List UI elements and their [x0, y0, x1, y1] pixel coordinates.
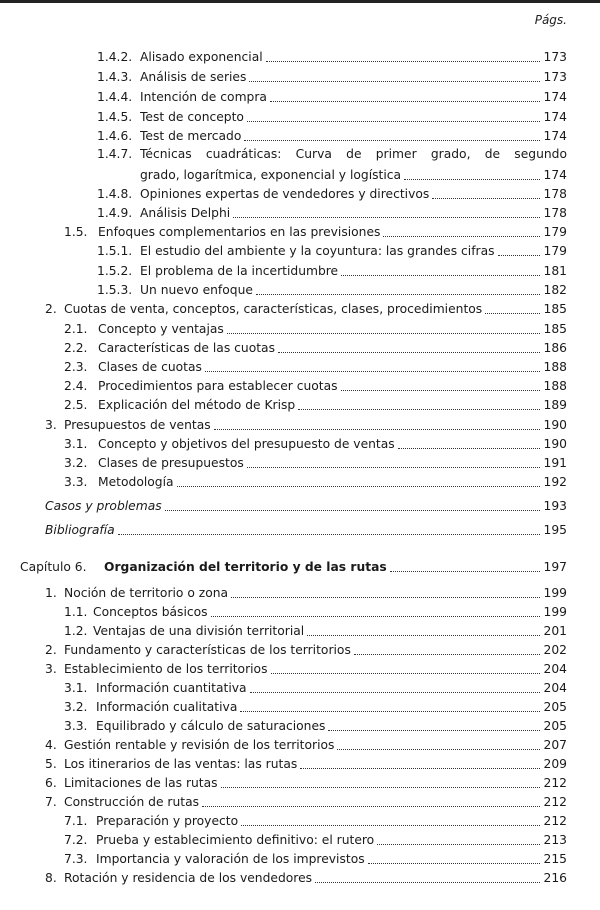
entry-number: 2.1.: [64, 322, 88, 336]
toc-entry-casos: [45, 497, 567, 514]
toc-entry-1-4-7: [97, 146, 567, 163]
entry-title: Casos y problemas: [45, 499, 162, 513]
entry-title: Intención de compra: [140, 90, 267, 104]
dot-leader: [214, 429, 540, 430]
dot-leader: [240, 711, 539, 712]
toc-entry-2-2: [64, 339, 567, 356]
entry-page: 174: [543, 110, 567, 124]
dot-leader: [221, 787, 540, 788]
entry-title: Test de mercado: [140, 129, 242, 143]
toc-entry-3: [45, 416, 567, 433]
entry-page: 178: [543, 187, 567, 201]
entry-number: 2.2.: [64, 341, 88, 355]
toc-entry-1-4-4: [97, 88, 567, 105]
dot-leader: [266, 61, 540, 62]
entry-title: Los itinerarios de las ventas: las rutas: [64, 757, 298, 771]
entry-number: 1.4.7.: [97, 147, 133, 161]
entry-page: 174: [543, 90, 567, 104]
entry-number: 7.1.: [64, 814, 88, 828]
entry-page: 216: [543, 871, 567, 885]
toc-entry-2-5: [64, 396, 567, 413]
entry-title: Gestión rentable y revisión de los territorios: [64, 738, 335, 752]
entry-page: 199: [543, 586, 567, 600]
entry-page: 204: [543, 681, 567, 695]
toc-entry-2-4: [64, 377, 567, 394]
entry-number: 1.1.: [64, 605, 88, 619]
entry-title: Preparación y proyecto: [96, 814, 239, 828]
entry-page: 192: [543, 475, 567, 489]
entry-number: 3.3.: [64, 475, 88, 489]
entry-title: Noción de territorio o zona: [64, 586, 229, 600]
entry-page: 178: [543, 206, 567, 220]
entry-number: 1.5.3.: [97, 283, 133, 297]
entry-number: 1.5.2.: [97, 264, 133, 278]
entry-number: 8.: [45, 871, 57, 885]
dot-leader: [244, 140, 539, 141]
entry-title: Test de concepto: [140, 110, 244, 124]
entry-page: 213: [543, 833, 567, 847]
toc-entry-2-3: [64, 358, 567, 375]
entry-title: Rotación y residencia de los vendedores: [64, 871, 313, 885]
dot-leader: [256, 294, 540, 295]
dot-leader: [233, 217, 539, 218]
entry-title: Cuotas de venta, conceptos, características, clases, procedimientos: [64, 302, 483, 316]
toc-entry-1-5-2: [97, 262, 567, 279]
dot-leader: [341, 275, 539, 276]
entry-page: 199: [543, 605, 567, 619]
entry-page: 190: [543, 437, 567, 451]
entry-page: 173: [543, 50, 567, 64]
entry-number: 6.: [45, 776, 57, 790]
entry-title: Equilibrado y cálculo de saturaciones: [96, 719, 326, 733]
entry-page: 212: [543, 814, 567, 828]
toc-entry-c6-8: [45, 869, 567, 886]
toc-entry-3-3: [64, 473, 567, 490]
toc-entry-1-4-2: [97, 48, 567, 65]
dot-leader: [498, 255, 540, 256]
dot-leader: [270, 101, 540, 102]
dot-leader: [165, 510, 540, 511]
entry-number: 2.5.: [64, 398, 88, 412]
toc-entry-c6-1: [45, 584, 567, 601]
entry-number: 3.1.: [64, 437, 88, 451]
entry-title: Explicación del método de Krisp: [98, 398, 296, 412]
toc-entry-2-1: [64, 320, 567, 337]
dot-leader: [278, 352, 540, 353]
entry-number: 2.3.: [64, 360, 88, 374]
dot-leader: [247, 467, 540, 468]
entry-number: 3.: [45, 662, 57, 676]
entry-page: 181: [543, 264, 567, 278]
toc-entry-c6-1-1: [64, 603, 567, 620]
chapter-number: Capítulo 6.: [20, 560, 87, 574]
toc-entry-1-5-3: [97, 281, 567, 298]
entry-page: 195: [543, 523, 567, 537]
entry-title: Construcción de rutas: [64, 795, 200, 809]
entry-title: Técnicas cuadráticas: Curva de primer grado, de segundo: [140, 147, 567, 161]
toc-entry-c6-3: [45, 660, 567, 677]
entry-page: 174: [543, 168, 567, 182]
entry-number: 3.: [45, 418, 57, 432]
entry-page: 205: [543, 700, 567, 714]
entry-title: Limitaciones de las rutas: [64, 776, 218, 790]
entry-title: Metodología: [98, 475, 174, 489]
entry-page: 185: [543, 302, 567, 316]
toc-entry-3-2: [64, 454, 567, 471]
dot-leader: [271, 673, 540, 674]
dot-leader: [315, 882, 539, 883]
toc-entry-1-4-3: [97, 68, 567, 85]
entry-number: 1.4.6.: [97, 129, 133, 143]
entry-page: 204: [543, 662, 567, 676]
dot-leader: [177, 486, 540, 487]
entry-title: Presupuestos de ventas: [64, 418, 211, 432]
dot-leader: [307, 635, 539, 636]
toc-entry-c6-5: [45, 755, 567, 772]
toc-entry-c6-7-3: [64, 850, 567, 867]
entry-title: El problema de la incertidumbre: [140, 264, 339, 278]
entry-title: Concepto y ventajas: [98, 322, 224, 336]
dot-leader: [298, 409, 539, 410]
entry-number: 1.4.4.: [97, 90, 133, 104]
entry-number: 1.4.9.: [97, 206, 133, 220]
entry-page: 182: [543, 283, 567, 297]
entry-page: 201: [543, 624, 567, 638]
dot-leader: [241, 825, 539, 826]
entry-title: Un nuevo enfoque: [140, 283, 253, 297]
entry-title: Opiniones expertas de vendedores y directivos: [140, 187, 430, 201]
dot-leader: [205, 371, 540, 372]
entry-number: 7.2.: [64, 833, 88, 847]
dot-leader: [202, 806, 539, 807]
entry-title: Análisis Delphi: [140, 206, 231, 220]
entry-title: Análisis de series: [140, 70, 247, 84]
toc-entry-c6-4: [45, 736, 567, 753]
entry-title: Prueba y establecimiento definitivo: el rutero: [96, 833, 375, 847]
entry-page: 189: [543, 398, 567, 412]
dot-leader: [341, 390, 540, 391]
entry-page: 202: [543, 643, 567, 657]
entry-title: Concepto y objetivos del presupuesto de ventas: [98, 437, 395, 451]
toc-entry-1-5-1: [97, 242, 567, 259]
dot-leader: [328, 730, 539, 731]
entry-number: 2.: [45, 643, 57, 657]
entry-title: Procedimientos para establecer cuotas: [98, 379, 338, 393]
entry-page: 188: [543, 379, 567, 393]
toc-entry-1-4-9: [97, 204, 567, 221]
chapter-title: Organización del territorio y de las rutas: [104, 560, 387, 574]
toc-entry-1-4-8: [97, 185, 567, 202]
dot-leader: [354, 654, 540, 655]
toc-entry-c6-6: [45, 774, 567, 791]
dot-leader: [485, 313, 539, 314]
entry-page: 212: [543, 776, 567, 790]
entry-page: 191: [543, 456, 567, 470]
toc-entry-1-4-6: [97, 127, 567, 144]
toc-entry-bibliografia: [45, 521, 567, 538]
entry-page: 188: [543, 360, 567, 374]
entry-page: 193: [543, 499, 567, 513]
dot-leader: [250, 692, 540, 693]
entry-number: 4.: [45, 738, 57, 752]
toc-entry-c6-3-1: [64, 679, 567, 696]
entry-number: 1.5.1.: [97, 244, 133, 258]
dot-leader: [247, 121, 540, 122]
entry-title: Características de las cuotas: [98, 341, 275, 355]
entry-number: 1.4.2.: [97, 50, 133, 64]
entry-page: 212: [543, 795, 567, 809]
entry-page: 205: [543, 719, 567, 733]
pags-header: Págs.: [534, 13, 567, 27]
entry-title-continued: grado, logarítmica, exponencial y logística: [140, 168, 402, 182]
dot-leader: [404, 179, 539, 180]
entry-number: 2.: [45, 302, 57, 316]
dot-leader: [118, 534, 540, 535]
dot-leader: [231, 597, 539, 598]
entry-number: 1.4.3.: [97, 70, 133, 84]
entry-title: Conceptos básicos: [93, 605, 208, 619]
dot-leader: [300, 768, 539, 769]
dot-leader: [398, 448, 540, 449]
entry-title: Información cuantitativa: [96, 681, 247, 695]
entry-title: Fundamento y características de los territorios: [64, 643, 351, 657]
dot-leader: [432, 198, 539, 199]
entry-page: 190: [543, 418, 567, 432]
entry-number: 3.1.: [64, 681, 88, 695]
entry-number: 3.3.: [64, 719, 88, 733]
entry-title: Bibliografía: [45, 523, 115, 537]
toc-entry-1-4-5: [97, 108, 567, 125]
entry-page: 207: [543, 738, 567, 752]
entry-title: Enfoques complementarios en las previsiones: [98, 225, 381, 239]
toc-entry-c6-7-2: [64, 831, 567, 848]
dot-leader: [249, 81, 539, 82]
toc-entry-c6-2: [45, 641, 567, 658]
toc-entry-c6-7: [45, 793, 567, 810]
entry-number: 3.2.: [64, 700, 88, 714]
entry-page: 174: [543, 129, 567, 143]
entry-title: Alisado exponencial: [140, 50, 263, 64]
dot-leader: [211, 616, 540, 617]
dot-leader: [368, 863, 540, 864]
entry-page: 197: [543, 560, 567, 574]
entry-title: Establecimiento de los territorios: [64, 662, 268, 676]
dot-leader: [337, 749, 539, 750]
entry-page: 179: [543, 244, 567, 258]
entry-number: 3.2.: [64, 456, 88, 470]
entry-number: 1.: [45, 586, 57, 600]
entry-page: 209: [543, 757, 567, 771]
entry-page: 215: [543, 852, 567, 866]
dot-leader: [383, 236, 539, 237]
entry-title: Clases de cuotas: [98, 360, 202, 374]
toc-entry-2: [45, 300, 567, 317]
entry-page: 185: [543, 322, 567, 336]
dot-leader: [227, 333, 540, 334]
toc-entry-c6-3-2: [64, 698, 567, 715]
entry-number: 1.5.: [64, 225, 88, 239]
entry-number: 1.4.5.: [97, 110, 133, 124]
entry-page: 179: [543, 225, 567, 239]
entry-title: Ventajas de una división territorial: [93, 624, 305, 638]
entry-number: 7.3.: [64, 852, 88, 866]
toc-entry-c6-1-2: [64, 622, 567, 639]
entry-title: Importancia y valoración de los imprevistos: [96, 852, 365, 866]
entry-title: Clases de presupuestos: [98, 456, 244, 470]
dot-leader: [390, 571, 540, 572]
toc-entry-1-5: [64, 223, 567, 240]
entry-number: 1.2.: [64, 624, 88, 638]
entry-number: 7.: [45, 795, 57, 809]
top-rule: [0, 0, 600, 3]
toc-entry-3-1: [64, 435, 567, 452]
entry-title: El estudio del ambiente y la coyuntura: las grandes cifras: [140, 244, 495, 258]
toc-entry-1-4-7-cont: [140, 166, 567, 183]
entry-title: Información cualitativa: [96, 700, 238, 714]
toc-entry-c6-3-3: [64, 717, 567, 734]
entry-number: 1.4.8.: [97, 187, 133, 201]
dot-leader: [377, 844, 539, 845]
entry-page: 186: [543, 341, 567, 355]
entry-number: 2.4.: [64, 379, 88, 393]
entry-number: 5.: [45, 757, 57, 771]
chapter-6-heading: [20, 558, 567, 575]
entry-page: 173: [543, 70, 567, 84]
toc-entry-c6-7-1: [64, 812, 567, 829]
